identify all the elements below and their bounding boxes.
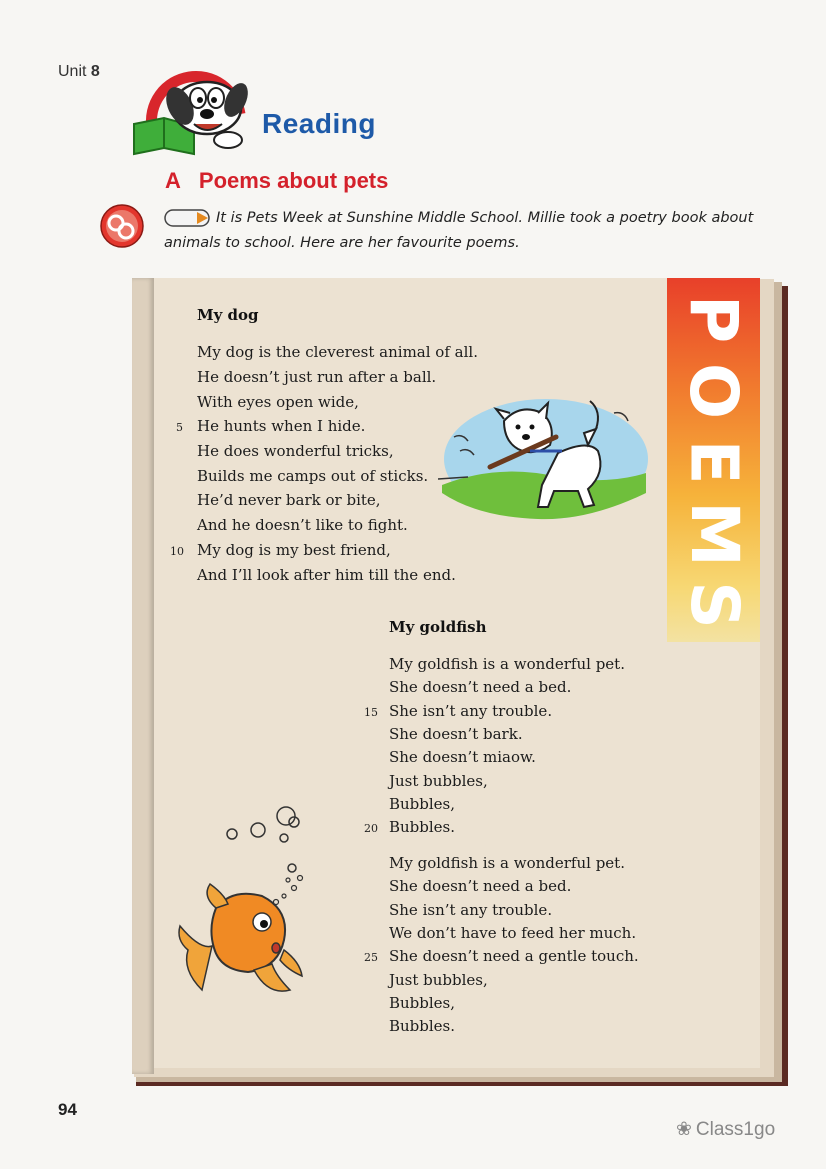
poem-line: My goldfish is a wonderful pet.	[389, 854, 625, 872]
book-spine	[132, 278, 154, 1074]
poem-line: Builds me camps out of sticks.	[197, 467, 429, 485]
poem-line: Bubbles,	[389, 795, 456, 813]
poem-line: She doesn’t miaow.	[389, 748, 536, 766]
poem-line: She isn’t any trouble.	[389, 901, 553, 919]
intro-text: It is Pets Week at Sunshine Middle School. Millie took a poetry book about animals to school. Here are her favourite poems.	[164, 210, 754, 251]
watermark: ❀ Class1go	[676, 1119, 776, 1140]
poems-banner-text: P O E M S	[675, 294, 753, 629]
poem-line: She isn’t any trouble.	[389, 702, 553, 720]
poem-line: My goldfish is a wonderful pet.	[389, 655, 625, 673]
poem-title-dog: My dog	[197, 306, 259, 324]
poem-line: He does wonderful tricks,	[197, 442, 394, 460]
line-number: 10	[170, 545, 184, 558]
poem-line: Just bubbles,	[389, 971, 488, 989]
poem-line: He doesn’t just run after a ball.	[197, 368, 437, 386]
poem-line: We don’t have to feed her much.	[389, 924, 637, 942]
line-number: 15	[364, 706, 378, 719]
page-number: 94	[58, 1100, 77, 1119]
poem-line: Bubbles.	[389, 1017, 456, 1035]
poem-line: He hunts when I hide.	[197, 417, 366, 435]
goldfish-illustration	[172, 800, 312, 1010]
poem-title-goldfish: My goldfish	[389, 618, 487, 636]
poem-line: She doesn’t need a bed.	[389, 678, 572, 696]
reading-heading: Reading	[262, 108, 376, 139]
poem-line: He’d never bark or bite,	[197, 491, 381, 509]
poem-line: And he doesn’t like to fight.	[197, 516, 408, 534]
line-number: 20	[364, 822, 378, 835]
poem-line: With eyes open wide,	[197, 393, 359, 411]
poem-line: My dog is my best friend,	[197, 541, 391, 559]
poem-line: Bubbles.	[389, 818, 456, 836]
section-letter: A	[165, 168, 181, 193]
poem-line: And I’ll look after him till the end.	[197, 566, 456, 584]
poem-line: Just bubbles,	[389, 772, 488, 790]
line-number: 5	[176, 421, 183, 434]
poem-line: My dog is the cleverest animal of all.	[197, 343, 478, 361]
section-title: Poems about pets	[198, 168, 389, 193]
section-heading	[165, 168, 388, 194]
poem-line: She doesn’t need a gentle touch.	[389, 947, 639, 965]
unit-label: Unit 8	[58, 63, 100, 80]
poem-line: She doesn’t need a bed.	[389, 877, 572, 895]
poem-line: Bubbles,	[389, 994, 456, 1012]
poem-line: She doesn’t bark.	[389, 725, 523, 743]
line-number: 25	[364, 951, 378, 964]
wechat-icon: ❀	[676, 1119, 692, 1140]
dog-mascot-icon	[132, 66, 262, 158]
dog-illustration	[438, 393, 648, 521]
cd-audio-icon	[98, 203, 146, 249]
